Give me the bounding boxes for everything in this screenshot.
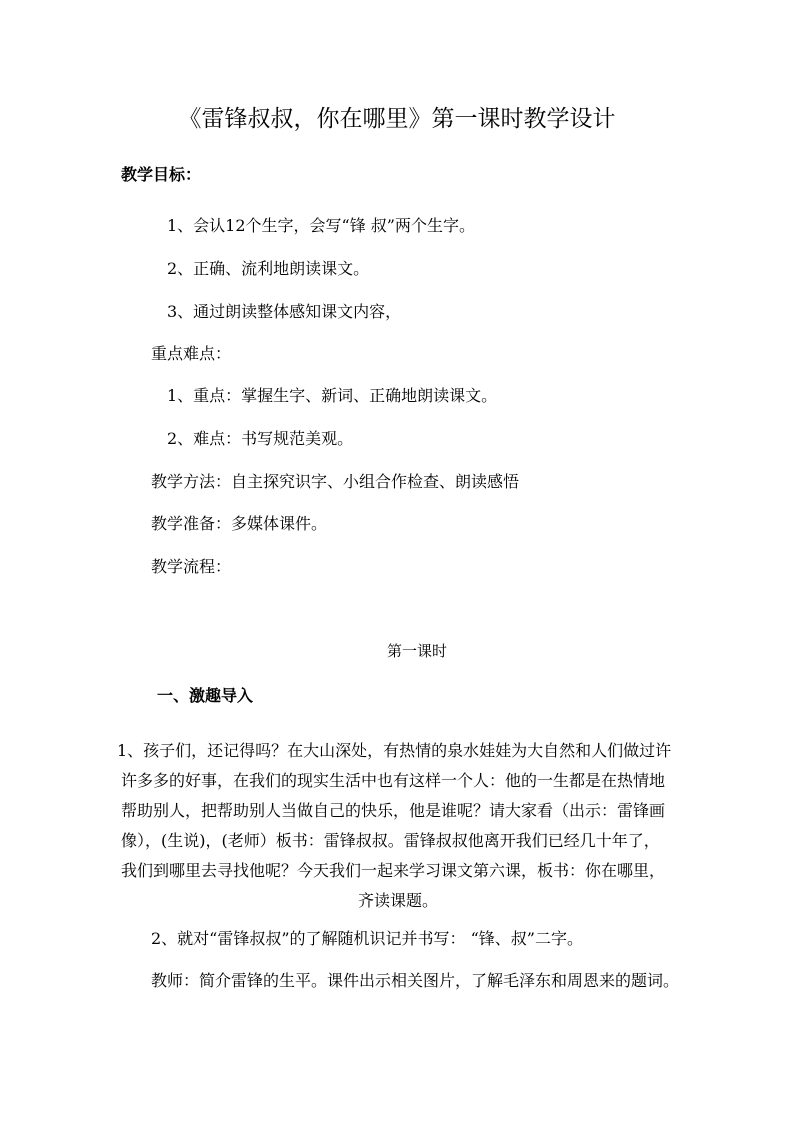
paragraph-1 — [117, 736, 679, 916]
objectives-heading: 教学目标： — [121, 165, 202, 184]
paragraph-1-line: 帮助别人，把帮助别人当做自己的快乐，他是谁呢？请大家看（出示：雷锋画 — [121, 801, 666, 820]
document-title: 《雷锋叔叔，你在哪里》第一课时教学设计 — [178, 106, 616, 132]
teaching-preparation: 教学准备：多媒体课件。 — [151, 514, 328, 533]
objective-item-3: 3、通过朗读整体感知课文内容， — [167, 302, 402, 321]
key-points-heading: 重点难点： — [151, 344, 232, 363]
key-point-item-2: 2、难点：书写规范美观。 — [167, 429, 354, 448]
paragraph-1-line: 像），(生说)，(老师）板书：雷锋叔叔。雷锋叔叔他离开我们已经几十年了， — [121, 831, 660, 850]
paragraph-3: 教师：简介雷锋的生平。课件出示相关图片，了解毛泽东和周恩来的题词。 — [151, 971, 680, 990]
objective-item-2: 2、正确、流利地朗读课文。 — [167, 259, 370, 278]
teaching-method: 教学方法：自主探究识字、小组合作检查、朗读感悟 — [151, 472, 520, 491]
paragraph-1-line: 齐读课题。 — [357, 891, 438, 910]
objective-item-1: 1、会认12个生字，会写“锋 叔”两个生字。 — [167, 216, 475, 235]
key-point-item-1: 1、重点：掌握生字、新词、正确地朗读课文。 — [167, 386, 498, 405]
paragraph-1-line: 1、孩子们，还记得吗？在大山深处，有热情的泉水娃娃为大自然和人们做过许 — [117, 741, 672, 760]
paragraph-2: 2、就对“雷锋叔叔”的了解随机识记并书写： “锋、叔”二字。 — [151, 929, 583, 948]
section-1-heading: 一、激趣导入 — [157, 686, 254, 705]
teaching-process-heading: 教学流程： — [151, 557, 232, 576]
paragraph-1-line: 我们到哪里去寻找他呢？今天我们一起来学习课文第六课，板书：你在哪里， — [121, 861, 666, 880]
lesson-heading: 第一课时 — [386, 642, 447, 660]
paragraph-1-line: 许多多的好事，在我们的现实生活中也有这样一个人：他的一生都是在热情地 — [121, 771, 666, 790]
